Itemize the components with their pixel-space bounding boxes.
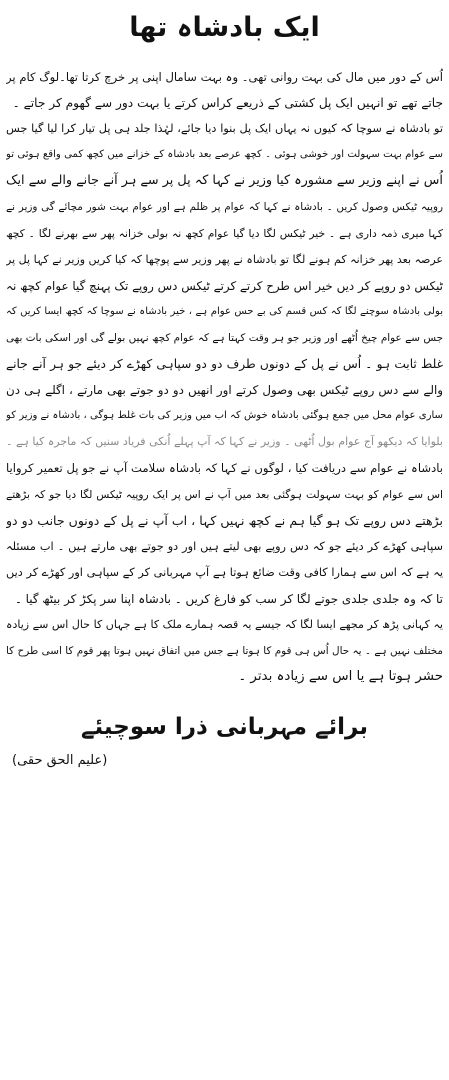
- text-line: عرصہ بعد پھر خزانہ کم ہونے لگا تو بادشاہ نے پھر وزیر سے پوچھا کہ کیا کریں وزیر نے کہا پل پر: [6, 252, 443, 266]
- text-line: اُس کے دور میں مال کی بہت روانی تھی۔ وہ بہت سامال اپنی پر خرچ کرتا تھا۔لوگ کام پر: [6, 70, 443, 84]
- author-signature: (علیم الحق حقی): [12, 753, 108, 769]
- text-line: جاتے تھے تو انہیں ایک پل کشتی کے ذریعے کراس کرتے یا بہت دور سے گھوم کر جاتے ۔: [12, 96, 443, 111]
- text-line: سے عوام بہت سہولت اور خوشی ہوئی ۔ کچھ عرصے بعد بادشاہ کے خزانے میں کچھ کمی واقع ہوئی تو: [6, 149, 443, 161]
- text-line: اُس نے اپنے وزیر سے مشورہ کیا وزیر نے کہا کہ پل پر سے ہر آنے جانے والے سے ایک: [6, 173, 443, 189]
- text-line: حشر ہوتا ہے یا اس سے زیادہ بدتر ۔: [238, 669, 443, 685]
- text-line: والے سے دس روپے ٹیکس بھی وصول کرتے اور انھیں دو دو جوتے بھی مارتے ، اگلے ہی دن: [6, 383, 443, 398]
- text-line: یہ کہانی پڑھ کر مجھے ایسا لگا کہ جیسے یہ قصہ ہمارے ملک کا ہے جہاں کا حال اس سے زیادہ: [6, 617, 443, 631]
- text-line: یہ ہے کہ اس سے ہمارا کافی وقت ضائع ہوتا ہے آپ مہربانی کر کے سپاہی اور کھڑے کر دیں: [6, 565, 443, 579]
- text-line: تو بادشاہ نے سوچا کہ کیوں نہ یہاں ایک پل بنوا دیا جائے، لہٰذا جلد ہی پل تیار کرا لیا گیا جس: [6, 122, 443, 136]
- closing-appeal: برائے مہربانی ذرا سوچیئے: [81, 714, 368, 741]
- text-line: مختلف نہیں ہے ۔ یہ حال اُس ہی قوم کا ہوتا ہے جس میں اتفاق نہیں ہوتا پھر قوم کا اسی طرح کا: [6, 645, 443, 658]
- text-line: بولی بادشاہ سوچنے لگا کہ کس قسم کی بے حس عوام ہے ، خیر بادشاہ نے سوچا کہ کچھ ایسا کریں کہ: [6, 305, 443, 317]
- text-line: بڑھتے دس روپے تک ہو گیا ہم نے کچھ نہیں کہا ، اب آپ نے پل کے دونوں جانب دو دو: [6, 512, 443, 528]
- text-line: سپاہی کھڑے کر دیئے جو کہ دس روپے بھی لیتے ہیں اور دو جوتے بھی مارتے ہیں ۔ اب مسئلہ: [6, 539, 443, 553]
- text-line: تا کہ وہ جلدی جلدی جوتے لگا کر سب کو فارغ کریں ۔ بادشاہ اپنا سر پکڑ کر بیٹھ گیا ۔: [14, 591, 443, 606]
- text-line: غلط ثابت ہو ۔ اُس نے پل کے دونوں طرف دو دو سپاہی کھڑے کر دیئے جو ہر آنے جانے: [6, 357, 443, 372]
- text-line: بادشاہ نے عوام سے دریافت کیا ، لوگوں نے کہا کہ بادشاہ سلامت آپ نے جو پل تعمیر کروایا: [6, 461, 443, 476]
- text-line: کہا میری ذمہ داری ہے ۔ خیر ٹیکس لگا دیا گیا عوام کچھ نہ بولی خزانہ پھر سے بھرنے لگا ۔ کچھ: [6, 226, 443, 240]
- faded-text-line: بلوایا کہ دیکھو آج عوام بول اُٹھی ۔ وزیر نے کہا کہ آپ پہلے اُنکی فریاد سنیں کہ ماجرہ کیا ہے ۔: [6, 435, 443, 449]
- text-line: جس سے عوام چیخ اُٹھے اور وزیر جو ہر وقت کہتا ہے کہ عوام کچھ نہیں بولے گی اور اسکی بات بھی: [6, 331, 443, 344]
- text-line: ساری عوام محل میں جمع ہوگئی بادشاہ خوش کہ اب میں وزیر کی بات غلط ہوگی ، بادشاہ نے وزیر کو: [6, 410, 443, 422]
- text-line: اس سے عوام کو بہت سہولت ہوگئی بعد میں آپ نے اس پر ایک روپیہ ٹیکس لگا دیا جو کہ بڑھتے: [6, 487, 443, 501]
- text-line: روپیہ ٹیکس وصول کریں ۔ بادشاہ نے کہا کہ عوام پر ظلم ہے اور عوام بہت شور مچائے گی وزیر نے: [6, 201, 443, 214]
- story-body: [6, 64, 443, 690]
- story-title: ایک بادشاہ تھا: [129, 12, 320, 43]
- text-line: ٹیکس دو روپے کر دیں خیر اس طرح کرتے کرتے ٹیکس دس روپے تک پہنچ گیا عوام کچھ نہ: [6, 278, 443, 293]
